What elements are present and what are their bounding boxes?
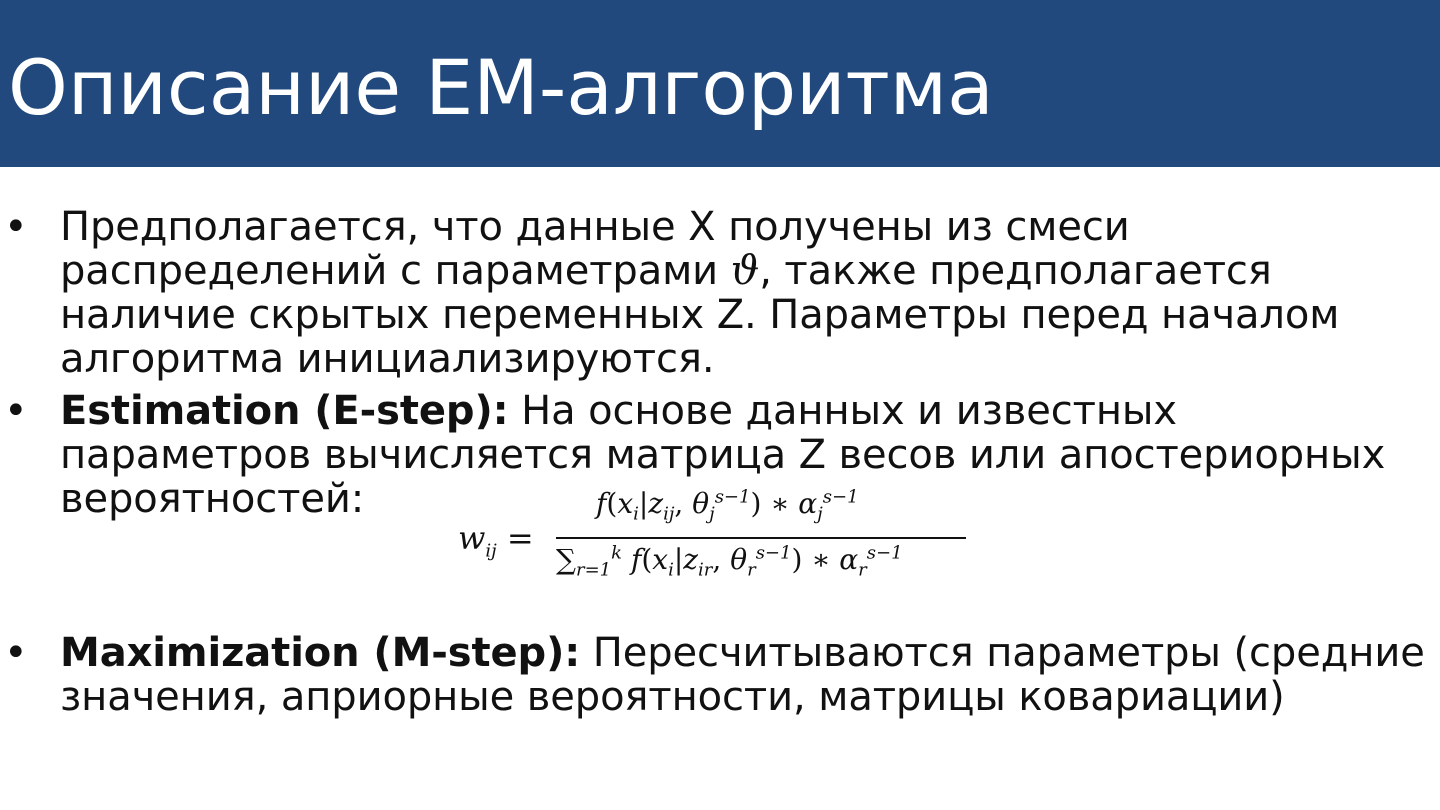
formula-numerator: $f(x_i|z_{ij}$, $\theta_j^{s-1}$) ∗ $\alpha_j^{s-1}$ xyxy=(596,486,859,525)
bullet-text-part: Предполагается, что данные X получены из смеси распределений с параметрами xyxy=(60,204,1130,294)
fraction-bar xyxy=(556,537,966,539)
bullet-text-m-step xyxy=(60,631,1430,719)
formula-lhs: $w_{ij}$ = xyxy=(458,519,534,562)
title-bar xyxy=(0,0,1440,167)
formula-denominator: $\sum_{r=1}^k$ $f(x_i|z_{ir}$, $\theta_r^{s-1}$) ∗ $\alpha_r^{s-1}$ xyxy=(556,542,903,581)
weight-formula xyxy=(458,486,978,596)
bullet-marker: • xyxy=(4,630,28,676)
e-step-heading: Estimation (E-step): xyxy=(60,388,509,434)
m-step-description: Пересчитываются параметры (средние значения, априорные вероятности, матрицы ковариации) xyxy=(60,630,1425,720)
bullet-marker: • xyxy=(4,388,28,434)
e-step-description: На основе данных и известных параметров вычисляется матрица Z весов или апостериорных вероятностей: xyxy=(60,388,1386,522)
m-step-heading: Maximization (M-step): xyxy=(60,630,581,676)
slide-title: Описание EM-алгоритма xyxy=(8,43,994,132)
bullet-text-part: , также предполагается наличие скрытых переменных Z. Параметры перед началом алгоритма инициализируются. xyxy=(60,248,1340,382)
theta-symbol: ϑ xyxy=(730,248,760,294)
bullet-marker: • xyxy=(4,204,28,250)
bullet-text-assumptions xyxy=(60,205,1430,381)
